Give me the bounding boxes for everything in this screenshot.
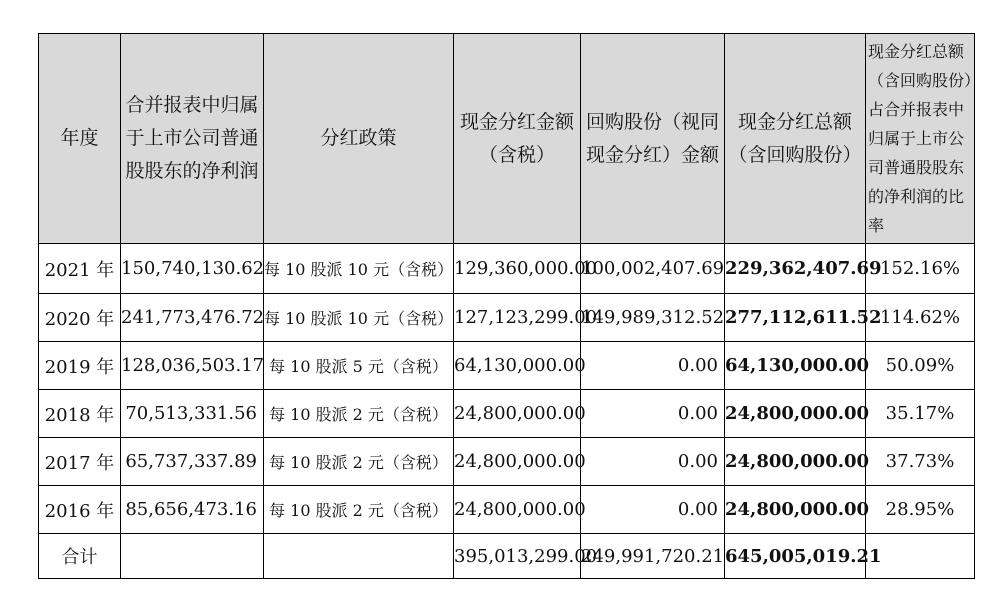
cell-buyback: 0.00	[581, 486, 725, 534]
cell-year: 2021 年	[39, 244, 121, 294]
table-row	[39, 438, 975, 486]
header-total-dividend: 现金分红总额（含回购股份）	[725, 34, 866, 244]
header-cash-dividend: 现金分红金额（含税）	[454, 34, 581, 244]
table-row	[39, 244, 975, 294]
table-row	[39, 390, 975, 438]
cell-policy: 每 10 股派 5 元（含税）	[264, 342, 454, 390]
cell-net-profit: 70,513,331.56	[121, 390, 264, 438]
cell-ratio: 152.16%	[866, 244, 975, 294]
table-row	[39, 294, 975, 342]
cell-policy: 每 10 股派 2 元（含税）	[264, 486, 454, 534]
total-row	[39, 534, 975, 579]
cell-buyback: 149,989,312.52	[581, 294, 725, 342]
total-cash-dividend: 395,013,299.00	[454, 534, 581, 579]
cell-year: 2017 年	[39, 438, 121, 486]
cell-ratio: 35.17%	[866, 390, 975, 438]
total-policy	[264, 534, 454, 579]
cell-year: 2020 年	[39, 294, 121, 342]
cell-year: 2019 年	[39, 342, 121, 390]
cell-ratio: 28.95%	[866, 486, 975, 534]
table-row	[39, 342, 975, 390]
cell-net-profit: 65,737,337.89	[121, 438, 264, 486]
cell-net-profit: 128,036,503.17	[121, 342, 264, 390]
total-dividend-sum: 645,005,019.21	[725, 534, 866, 579]
cell-buyback: 100,002,407.69	[581, 244, 725, 294]
total-ratio	[866, 534, 975, 579]
cell-cash-dividend: 127,123,299.00	[454, 294, 581, 342]
cell-ratio: 37.73%	[866, 438, 975, 486]
cell-policy: 每 10 股派 10 元（含税）	[264, 244, 454, 294]
cell-policy: 每 10 股派 10 元（含税）	[264, 294, 454, 342]
total-buyback: 249,991,720.21	[581, 534, 725, 579]
total-net-profit	[121, 534, 264, 579]
header-buyback: 回购股份（视同现金分红）金额	[581, 34, 725, 244]
cell-cash-dividend: 24,800,000.00	[454, 486, 581, 534]
cell-cash-dividend: 129,360,000.00	[454, 244, 581, 294]
cell-total-dividend: 229,362,407.69	[725, 244, 866, 294]
cell-cash-dividend: 64,130,000.00	[454, 342, 581, 390]
cell-buyback: 0.00	[581, 390, 725, 438]
cell-total-dividend: 24,800,000.00	[725, 486, 866, 534]
cell-buyback: 0.00	[581, 438, 725, 486]
table-row	[39, 486, 975, 534]
cell-year: 2016 年	[39, 486, 121, 534]
header-policy: 分红政策	[264, 34, 454, 244]
cell-cash-dividend: 24,800,000.00	[454, 390, 581, 438]
cell-ratio: 114.62%	[866, 294, 975, 342]
cell-total-dividend: 64,130,000.00	[725, 342, 866, 390]
cell-net-profit: 85,656,473.16	[121, 486, 264, 534]
total-label: 合计	[39, 534, 121, 579]
header-year: 年度	[39, 34, 121, 244]
header-net-profit: 合并报表中归属于上市公司普通股股东的净利润	[121, 34, 264, 244]
cell-cash-dividend: 24,800,000.00	[454, 438, 581, 486]
cell-total-dividend: 277,112,611.52	[725, 294, 866, 342]
cell-net-profit: 241,773,476.72	[121, 294, 264, 342]
cell-policy: 每 10 股派 2 元（含税）	[264, 438, 454, 486]
cell-total-dividend: 24,800,000.00	[725, 438, 866, 486]
cell-year: 2018 年	[39, 390, 121, 438]
cell-policy: 每 10 股派 2 元（含税）	[264, 390, 454, 438]
dividend-table	[38, 33, 975, 579]
header-ratio: 现金分红总额（含回购股份）占合并报表中归属于上市公司普通股股东的净利润的比率	[866, 34, 975, 244]
cell-buyback: 0.00	[581, 342, 725, 390]
cell-total-dividend: 24,800,000.00	[725, 390, 866, 438]
cell-ratio: 50.09%	[866, 342, 975, 390]
cell-net-profit: 150,740,130.62	[121, 244, 264, 294]
